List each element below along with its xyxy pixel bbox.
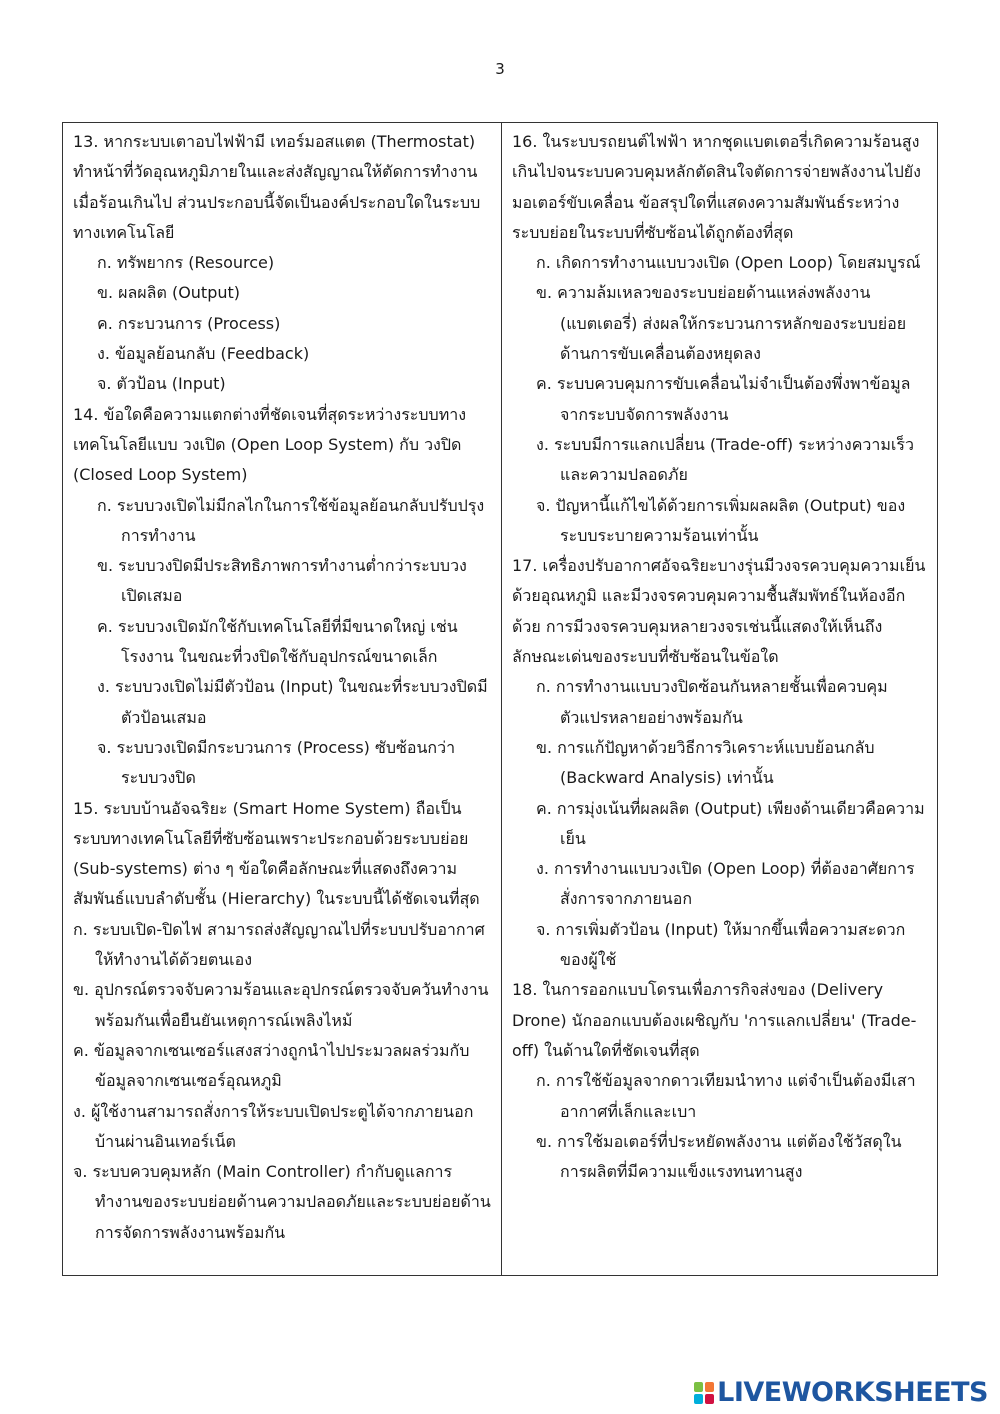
answer-option: ข. ระบบวงปิดมีประสิทธิภาพการทำงานต่ำกว่าระบบวงเปิดเสมอ <box>97 556 467 606</box>
answer-option: ข. การแก้ปัญหาด้วยวิธีการวิเคราะห์แบบย้อนกลับ (Backward Analysis) เท่านั้น <box>536 737 875 788</box>
answer-option: ค. ข้อมูลจากเซนเซอร์แสงสว่างถูกนำไปประมวลผลร่วมกับข้อมูลจากเซนเซอร์อุณหภูมิ <box>73 1040 470 1091</box>
question-text: 14. ข้อใดคือความแตกต่างที่ชัดเจนที่สุดระหว่างระบบทางเทคโนโลยีแบบ วงเปิด (Open Loop System) กับ วงปิด (Closed Loop System) <box>73 404 467 485</box>
answer-option: ข. ผลผลิต (Output) <box>97 283 241 303</box>
answer-option: ก. ระบบวงเปิดไม่มีกลไกในการใช้ข้อมูลย้อนกลับปรับปรุงการทำงาน <box>97 495 485 545</box>
answer-option: ง. ข้อมูลย้อนกลับ (Feedback) <box>97 344 310 364</box>
question-table <box>62 122 938 1276</box>
right-column <box>502 123 937 1275</box>
answer-option: ข. อุปกรณ์ตรวจจับความร้อนและอุปกรณ์ตรวจจับควันทำงานพร้อมกันเพื่อยืนยันเหตุการณ์เพลิงไหม้ <box>73 980 489 1030</box>
left-column <box>63 123 502 1275</box>
answer-option: จ. การเพิ่มตัวป้อน (Input) ให้มากขึ้นเพื่อความสะดวกของผู้ใช้ <box>536 919 906 970</box>
answer-option: ค. ระบบวงเปิดมักใช้กับเทคโนโลยีที่มีขนาดใหญ่ เช่น โรงงาน ในขณะที่วงปิดใช้กับอุปกรณ์ขนาดเล็ก <box>97 616 458 667</box>
answer-option: ข. การใช้มอเตอร์ที่ประหยัดพลังงาน แต่ต้องใช้วัสดุในการผลิตที่มีความแข็งแรงทนทานสูง <box>536 1131 902 1182</box>
page-number: 3 <box>495 60 505 78</box>
answer-option: ก. เกิดการทำงานแบบวงเปิด (Open Loop) โดยสมบูรณ์ <box>536 253 921 273</box>
question-text: 18. ในการออกแบบโดรนเพื่อภารกิจส่งของ (Delivery Drone) นักออกแบบต้องเผชิญกับ 'การแลกเปลี่ยน' (Trade-off) ในด้านใดที่ชัดเจนที่สุด <box>512 980 917 1060</box>
answer-option: ง. ระบบวงเปิดไม่มีตัวป้อน (Input) ในขณะที่ระบบวงปิดมีตัวป้อนเสมอ <box>97 677 488 727</box>
answer-option: ง. ระบบมีการแลกเปลี่ยน (Trade-off) ระหว่างความเร็วและความปลอดภัย <box>536 434 914 485</box>
answer-option: จ. ปัญหานี้แก้ไขได้ด้วยการเพิ่มผลผลิต (Output) ของระบบระบายความร้อนเท่านั้น <box>536 495 906 545</box>
question-text: 17. เครื่องปรับอากาศอัจฉริยะบางรุ่นมีวงจรควบคุมความเย็นด้วยอุณหภูมิ และมีวงจรควบคุมความชื้นสัมพัทธ์ในห้องอีกด้วย การมีวงจรควบคุมหลายวงจรเช่นนี้แสดงให้เห็นถึงลักษณะเด่นของระบบที่ซับซ้อนในข้อใด <box>512 556 926 667</box>
answer-option: ง. ผู้ใช้งานสามารถสั่งการให้ระบบเปิดประตูได้จากภายนอกบ้านผ่านอินเทอร์เน็ต <box>73 1101 474 1151</box>
logo-mark-icon <box>694 1382 714 1404</box>
answer-option: ง. การทำงานแบบวงเปิด (Open Loop) ที่ต้องอาศัยการสั่งการจากภายนอก <box>536 859 915 909</box>
answer-option: จ. ระบบวงเปิดมีกระบวนการ (Process) ซับซ้อนกว่าระบบวงปิด <box>97 737 456 788</box>
liveworksheets-logo <box>694 1377 988 1408</box>
answer-option: ค. ระบบควบคุมการขับเคลื่อนไม่จำเป็นต้องพึ่งพาข้อมูลจากระบบจัดการพลังงาน <box>536 374 911 424</box>
question-text: 13. หากระบบเตาอบไฟฟ้ามี เทอร์มอสแตต (Thermostat) ทำหน้าที่วัดอุณหภูมิภายในและส่งสัญญาณให้ตัดการทำงานเมื่อร้อนเกินไป ส่วนประกอบนี้จัดเป็นองค์ประกอบใดในระบบทางเทคโนโลยี <box>73 132 481 242</box>
question-text: 15. ระบบบ้านอัจฉริยะ (Smart Home System) ถือเป็นระบบทางเทคโนโลยีที่ซับซ้อนเพราะประกอบด้วยระบบย่อย (Sub-systems) ต่าง ๆ ข้อใดคือลักษณะที่แสดงถึงความสัมพันธ์แบบลำดับชั้น (Hierarchy) ในระบบนี้ได้ชัดเจนที่สุด <box>73 798 480 909</box>
answer-option: จ. ตัวป้อน (Input) <box>97 374 226 394</box>
answer-option: ก. ทรัพยากร (Resource) <box>97 253 275 273</box>
logo-text: LIVEWORKSHEETS <box>717 1377 988 1408</box>
question-text: 16. ในระบบรถยนต์ไฟฟ้า หากชุดแบตเตอรี่เกิดความร้อนสูงเกินไปจนระบบควบคุมหลักตัดสินใจตัดการจ่ายพลังงานไปยังมอเตอร์ขับเคลื่อน ข้อสรุปใดที่แสดงความสัมพันธ์ระหว่างระบบย่อยในระบบที่ซับซ้อนได้ถูกต้องที่สุด <box>512 132 921 242</box>
answer-option: ค. การมุ่งเน้นที่ผลผลิต (Output) เพียงด้านเดียวคือความเย็น <box>536 798 925 848</box>
answer-option: ก. ระบบเปิด-ปิดไฟ สามารถส่งสัญญาณไปที่ระบบปรับอากาศให้ทำงานได้ด้วยตนเอง <box>73 919 485 970</box>
answer-option: ก. การใช้ข้อมูลจากดาวเทียมนำทาง แต่จำเป็นต้องมีเสาอากาศที่เล็กและเบา <box>536 1071 916 1121</box>
answer-option: ค. กระบวนการ (Process) <box>97 313 281 333</box>
answer-option: ข. ความล้มเหลวของระบบย่อยด้านแหล่งพลังงาน (แบตเตอรี่) ส่งผลให้กระบวนการหลักของระบบย่อยด้านการขับเคลื่อนต้องหยุดลง <box>536 283 907 364</box>
answer-option: จ. ระบบควบคุมหลัก (Main Controller) กำกับดูแลการทำงานของระบบย่อยด้านความปลอดภัยและระบบย่อยด้านการจัดการพลังงานพร้อมกัน <box>73 1162 491 1242</box>
answer-option: ก. การทำงานแบบวงปิดซ้อนกันหลายชั้นเพื่อควบคุมตัวแปรหลายอย่างพร้อมกัน <box>536 677 888 727</box>
